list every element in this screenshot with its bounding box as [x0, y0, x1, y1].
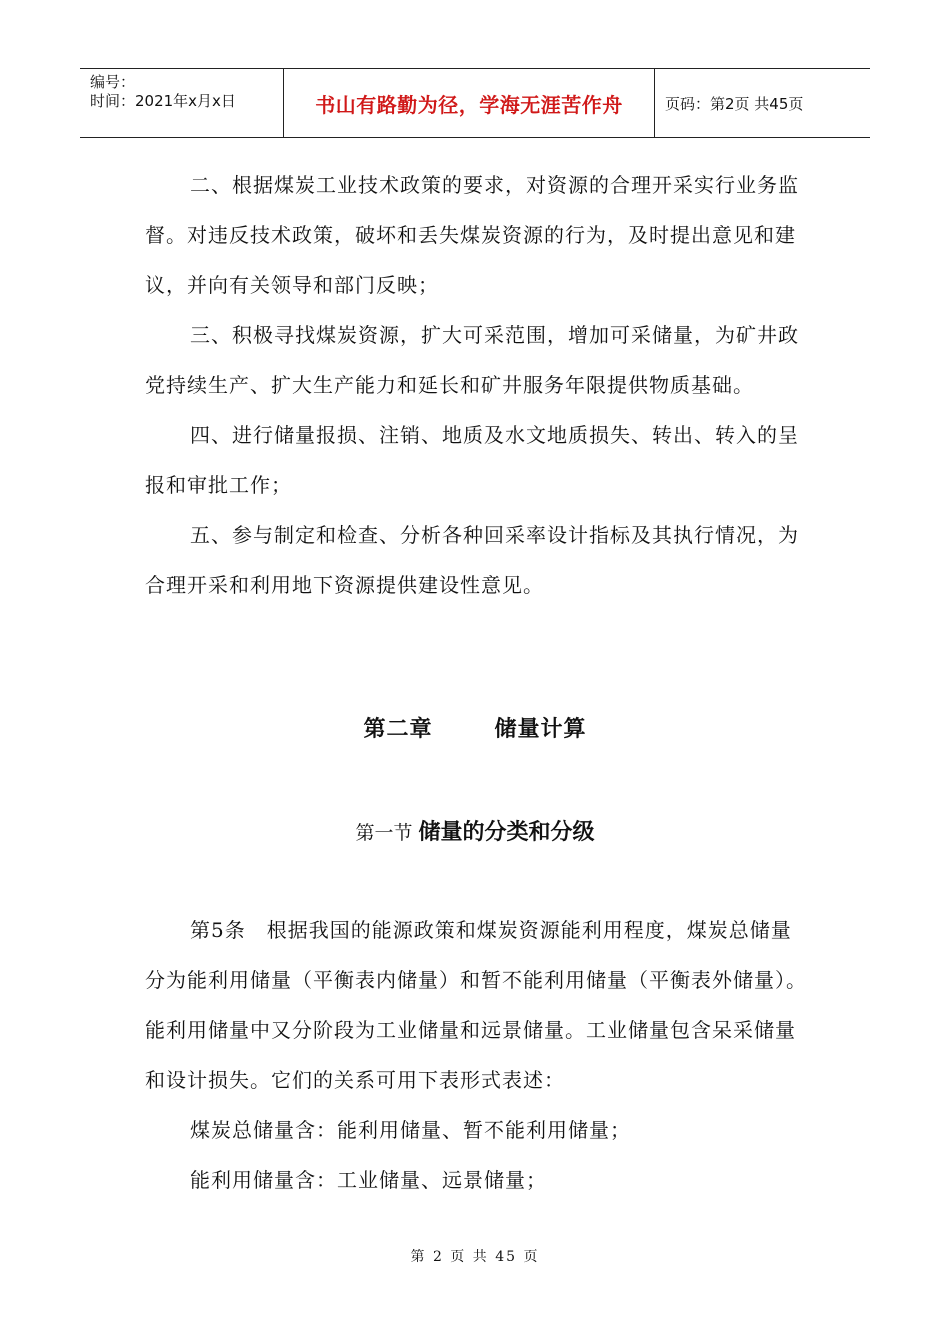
- chapter-number: 第二章: [363, 717, 433, 742]
- header-meta: [80, 69, 283, 137]
- header-motto: 书山有路勤为径，学海无涯苦作舟: [283, 69, 655, 137]
- chapter-heading: [0, 712, 950, 743]
- paragraph-item-5: 五、参与制定和检查、分析各种回采率设计指标及其执行情况，为合理开采和利用地下资源提供建设性意见。: [145, 523, 799, 597]
- header-number-label: 编号：: [90, 73, 136, 91]
- paragraph-item-2: 二、根据煤炭工业技术政策的要求，对资源的合理开采实行业务监督。对违反技术政策，破坏和丢失煤炭资源的行为，及时提出意见和建议，并向有关领导和部门反映；: [145, 173, 799, 297]
- paragraph-item-4: 四、进行储量报损、注销、地质及水文地质损失、转出、转入的呈报和审批工作；: [145, 423, 799, 497]
- paragraph-item-3: 三、积极寻找煤炭资源，扩大可采范围，增加可采储量，为矿井政党持续生产、扩大生产能力和延长和矿井服务年限提供物质基础。: [145, 323, 799, 397]
- header-time-label: 时间：2021年x月x日: [90, 92, 236, 110]
- section-heading: [0, 815, 950, 846]
- chapter-title: 储量计算: [494, 717, 587, 742]
- body-text-top: [145, 160, 810, 610]
- body-text-bottom: [145, 905, 810, 1205]
- article-5-paragraph: 第5条 根据我国的能源政策和煤炭资源能利用程度，煤炭总储量分为能利用储量（平衡表内储量）和暂不能利用储量（平衡表外储量）。能利用储量中又分阶段为工业储量和远景储量。工业储量包含呆采储量和设计损失。它们的关系可用下表形式表述：: [145, 918, 807, 1092]
- section-title: 储量的分类和分级: [418, 820, 595, 845]
- page-header: [80, 68, 870, 138]
- page-footer: 第 2 页 共 45 页: [410, 1249, 540, 1265]
- total-reserve-line: 煤炭总储量含：能利用储量、暂不能利用储量；: [190, 1118, 631, 1142]
- header-page-info: 页码：第2页 共45页: [665, 94, 804, 113]
- usable-reserve-line: 能利用储量含：工业储量、远景储量；: [190, 1168, 547, 1192]
- section-number: 第一节: [355, 822, 413, 844]
